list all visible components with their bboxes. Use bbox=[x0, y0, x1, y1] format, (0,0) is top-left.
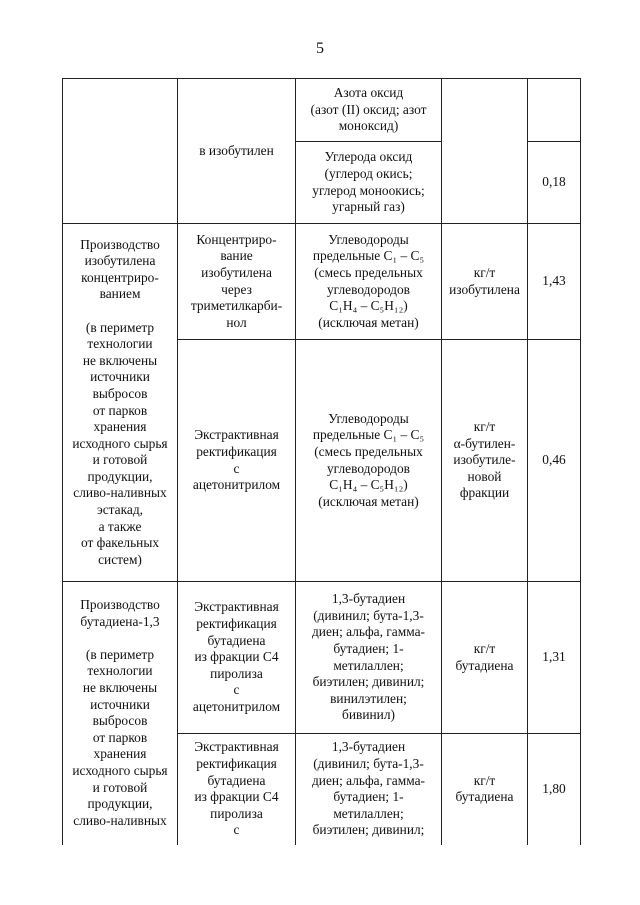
value-cell: 1,43 bbox=[528, 224, 581, 340]
technology-cell: в изобутилен bbox=[178, 79, 296, 224]
pollutant-cell: Углерода оксид (углерод окись; углерод моноокись; угарный газ) bbox=[296, 142, 442, 224]
unit-cell: кг/т изобутилена bbox=[442, 224, 528, 340]
unit-cell: кг/т бутадиена bbox=[442, 734, 528, 845]
technology-cell: Экстрактивная ректификация бутадиена из фракции С4 пиролиза с ацетонитрилом bbox=[178, 582, 296, 734]
pollutant-cell: Углеводороды предельные C₁ – C₅ (смесь предельных углеводородов C₁H₄ – C₅H₁₂) (исключая метан) bbox=[296, 224, 442, 340]
pollutant-cell: 1,3-бутадиен (дивинил; бута-1,3- диен; альфа, гамма- бутадиен; 1- метилаллен; биэтилен; дивинил; винилэтилен; бивинил) bbox=[296, 582, 442, 734]
unit-cell: кг/т α-бутилен- изобутиле- новой фракции bbox=[442, 340, 528, 582]
process-cell: Производство изобутилена концентриро- ванием (в периметр технологии не включены источники выбросов от парков хранения исходного сырья и готовой продукции, сливо-наливных эстакад, а также от факельных систем) bbox=[63, 224, 178, 582]
table-row bbox=[63, 79, 581, 142]
emissions-table bbox=[62, 78, 581, 845]
pollutant-cell: 1,3-бутадиен (дивинил; бута-1,3- диен; альфа, гамма- бутадиен; 1- метилаллен; биэтилен; дивинил; bbox=[296, 734, 442, 845]
technology-cell: Экстрактивная ректификация с ацетонитрилом bbox=[178, 340, 296, 582]
pollutant-cell: Азота оксид (азот (II) оксид; азот моноксид) bbox=[296, 79, 442, 142]
table-row bbox=[63, 224, 581, 340]
process-cell bbox=[63, 79, 178, 224]
value-cell bbox=[528, 79, 581, 142]
table-row bbox=[63, 582, 581, 734]
value-cell: 0,18 bbox=[528, 142, 581, 224]
technology-cell: Концентриро- вание изобутилена через триметилкарби- нол bbox=[178, 224, 296, 340]
value-cell: 0,46 bbox=[528, 340, 581, 582]
value-cell: 1,80 bbox=[528, 734, 581, 845]
pollutant-cell: Углеводороды предельные C₁ – C₅ (смесь предельных углеводородов C₁H₄ – C₅H₁₂) (исключая метан) bbox=[296, 340, 442, 582]
technology-cell: Экстрактивная ректификация бутадиена из фракции С4 пиролиза с bbox=[178, 734, 296, 845]
value-cell: 1,31 bbox=[528, 582, 581, 734]
unit-cell bbox=[442, 79, 528, 224]
unit-cell: кг/т бутадиена bbox=[442, 582, 528, 734]
process-cell: Производство бутадиена-1,3 (в периметр технологии не включены источники выбросов от парков хранения исходного сырья и готовой продукции, сливо-наливных bbox=[63, 582, 178, 845]
page-number: 5 bbox=[316, 40, 324, 57]
